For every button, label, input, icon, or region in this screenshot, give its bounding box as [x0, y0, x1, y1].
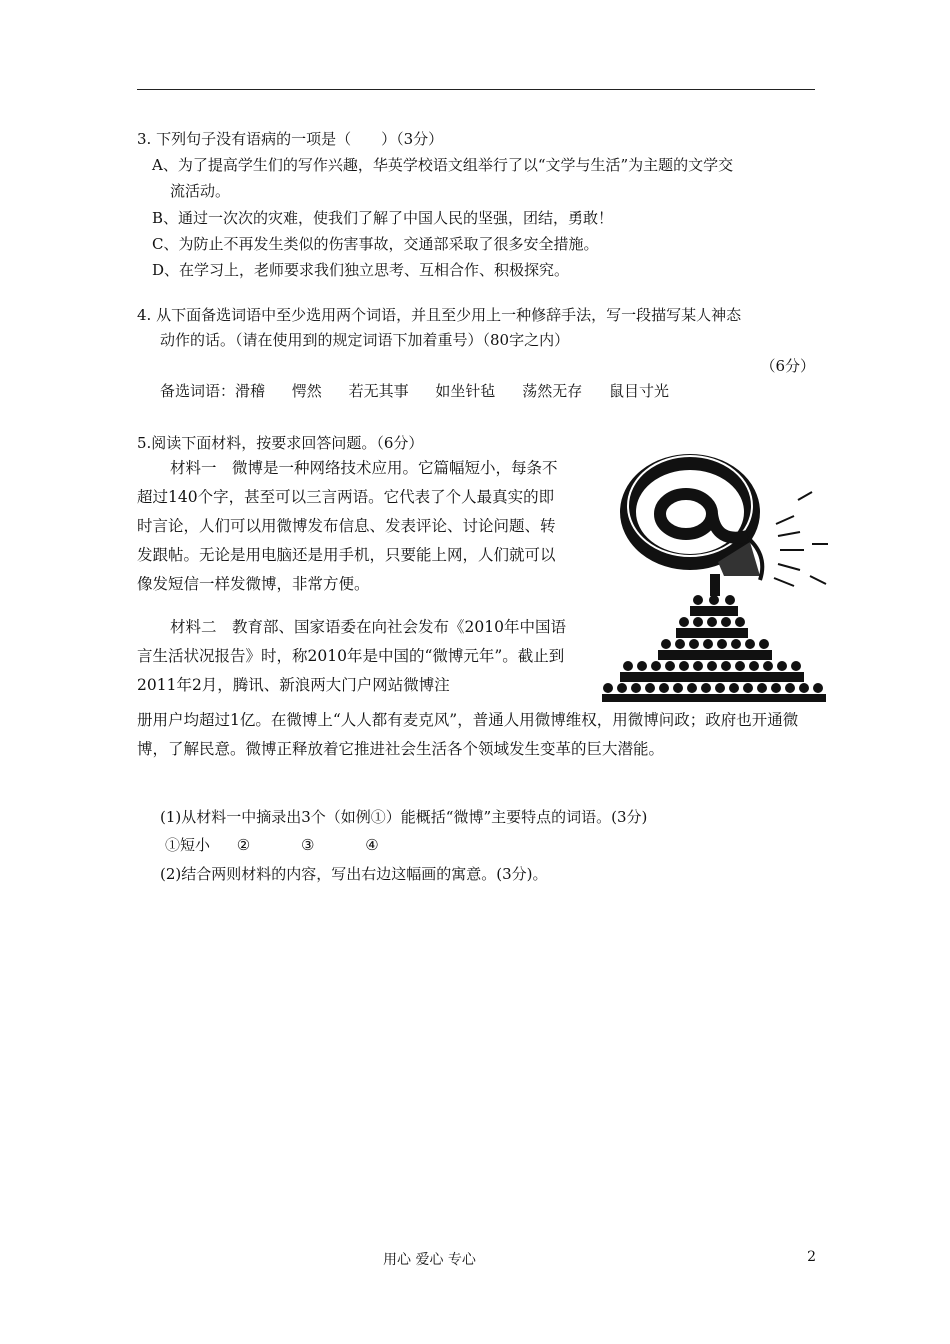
q3-option-a: A、为了提高学生们的写作兴趣，华英学校语文组举行了以“文学与生活”为主题的文学交: [152, 156, 734, 174]
q4-stem: 4. 从下面备选词语中至少选用两个词语，并且至少用上一种修辞手法，写一段描写某人神态: [137, 306, 742, 324]
people-pyramid-icon: [602, 574, 826, 702]
q5-sub1-items: [165, 834, 401, 855]
q3-option-d: D、在学习上，老师要求我们独立思考、互相合作、积极探究。: [152, 261, 570, 279]
q4-word: 鼠目寸光: [608, 382, 669, 400]
q4-word-label: 备选词语：滑稽: [160, 382, 266, 400]
q5-answer-item: ③: [301, 836, 315, 854]
q3-option-a-cont: 流活动。: [170, 182, 231, 200]
q3-stem: 3. 下列句子没有语病的一项是（ ）（3分）: [137, 130, 444, 148]
q5-answer-item: ④: [365, 836, 379, 854]
q5-sub2: (2)结合两则材料的内容，写出右边这幅画的寓意。(3分)。: [160, 865, 548, 883]
at-sign-icon: [628, 456, 752, 562]
q4-stem-cont: 动作的话。（请在使用到的规定词语下加着重号）（80字之内）: [160, 331, 570, 349]
header-rule: [137, 89, 815, 90]
q4-word-list: [160, 380, 691, 401]
q4-word: 若无其事: [348, 382, 409, 400]
q4-word: 如坐针毡: [435, 382, 496, 400]
q4-points: （6分）: [760, 357, 815, 375]
q3-option-b: B、通过一次次的灾难，使我们了解了中国人民的坚强，团结，勇敢！: [152, 209, 614, 227]
material-two: 材料二 教育部、国家语委在向社会发布《2010年中国语言生活状况报告》时，称2010年是中国的“微博元年”。截止到2011年2月，腾讯、新浪两大门户网站微博注: [137, 618, 566, 694]
q5-sub1: (1)从材料一中摘录出3个（如例①）能概括“微博”主要特点的词语。(3分): [160, 808, 648, 826]
q4-word: 荡然无存: [522, 382, 583, 400]
q5-answer-item: ①短小: [165, 836, 211, 854]
q5-stem: 5.阅读下面材料，按要求回答问题。（6分）: [137, 434, 424, 452]
q4-word: 愕然: [291, 382, 322, 400]
material-one: 材料一 微博是一种网络技术应用。它篇幅短小，每条不超过140个字，甚至可以三言两语。它代表了个人最真实的即时言论，人们可以用微博发布信息、发表评论、讨论问题、转发跟帖。无论是用电脑还是用手机，只要能上网，人们就可以像发短信一样发微博，非常方便。: [137, 459, 558, 593]
footer-motto: 用心 爱心 专心: [383, 1252, 476, 1268]
page-number: 2: [807, 1249, 816, 1265]
q3-option-c: C、为防止不再发生类似的伤害事故，交通部采取了很多安全措施。: [152, 235, 599, 253]
material-two-cont: 册用户均超过1亿。在微博上“人人都有麦克风”，普通人用微博维权，用微博问政；政府也开通微博，了解民意。微博正释放着它推进社会生活各个领域发生变革的巨大潜能。: [137, 711, 799, 758]
q5-answer-item: ②: [236, 836, 251, 854]
weibo-cartoon-image: [598, 452, 834, 704]
